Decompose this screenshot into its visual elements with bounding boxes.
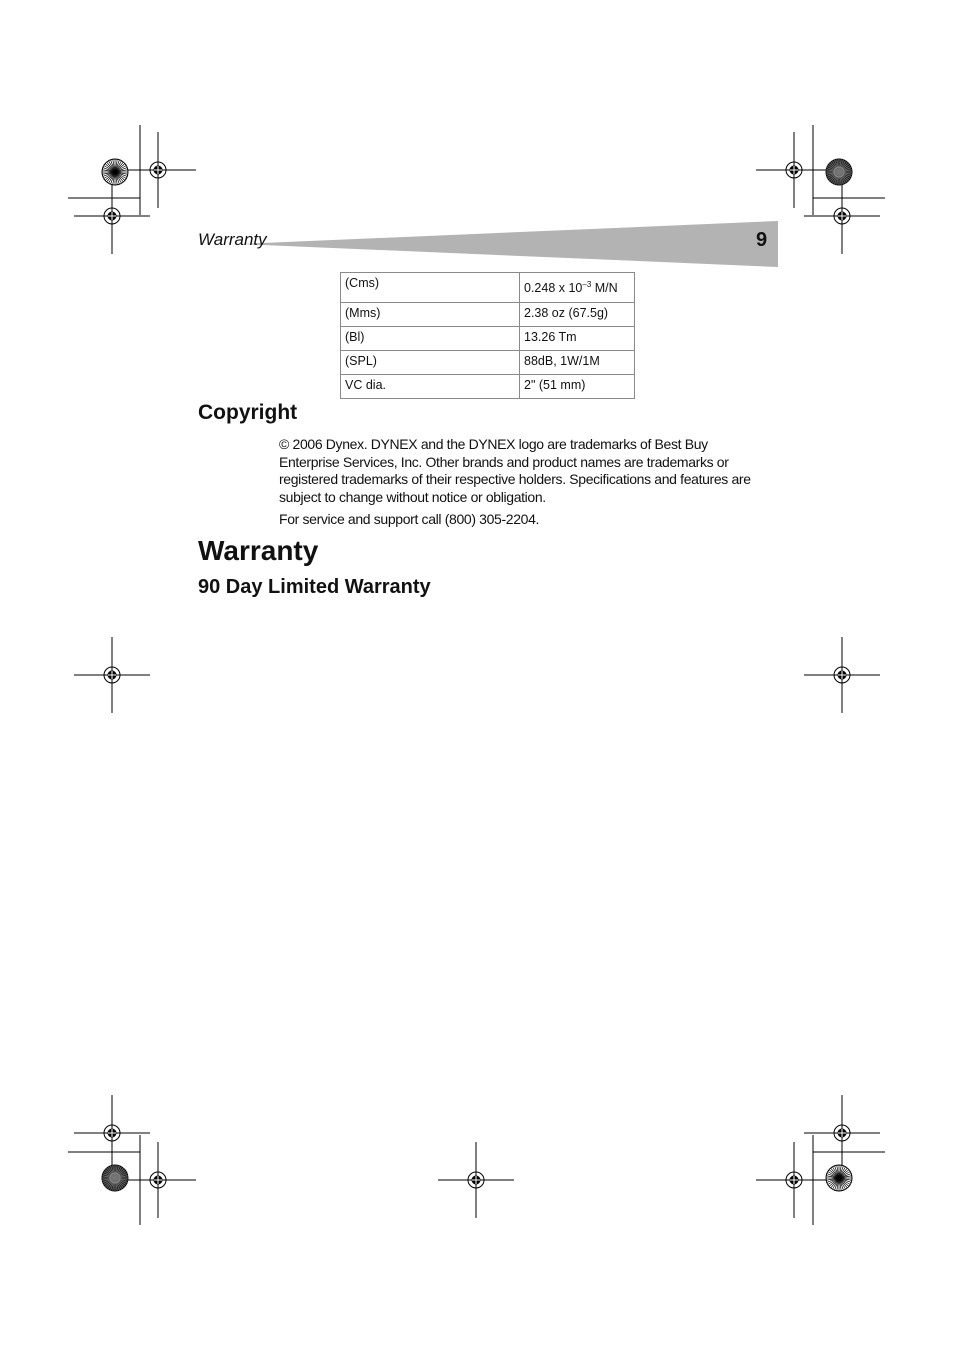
warranty-heading: Warranty (198, 535, 319, 566)
spec-value: 13.26 Tm (520, 327, 635, 351)
table-row (341, 273, 635, 303)
support-line: For service and support call (800) 305-2204. (279, 511, 540, 527)
spec-value-main: 0.248 x 10 (524, 281, 583, 295)
header-band (240, 220, 778, 268)
spec-label: VC dia. (341, 375, 520, 399)
table-row (341, 375, 635, 399)
spec-value: 88dB, 1W/1M (520, 351, 635, 375)
crosshair-mark (756, 132, 832, 208)
spec-label: (Cms) (341, 273, 520, 303)
page-number: 9 (756, 229, 768, 251)
spec-value (520, 273, 635, 303)
table-row (341, 351, 635, 375)
spec-value: 2" (51 mm) (520, 375, 635, 399)
crosshair-mark (804, 637, 880, 713)
crosshair-mark (74, 178, 150, 254)
crosshair-mark (74, 1095, 150, 1171)
table-row (341, 303, 635, 327)
starburst-target (102, 159, 128, 185)
limited-warranty-subheading: 90 Day Limited Warranty (198, 576, 431, 598)
header-band-shape (240, 221, 778, 267)
crosshair-mark (804, 1095, 880, 1171)
spec-value: 2.38 oz (67.5g) (520, 303, 635, 327)
spec-label: (Bl) (341, 327, 520, 351)
table-row (341, 327, 635, 351)
copyright-heading: Copyright (198, 401, 298, 424)
specs-table (340, 272, 635, 399)
crosshair-mark (120, 132, 196, 208)
starburst-target (826, 1165, 852, 1191)
spec-value-unit: M/N (591, 281, 618, 295)
crosshair-mark (804, 178, 880, 254)
crosshair-mark (74, 637, 150, 713)
spec-label: (SPL) (341, 351, 520, 375)
starburst-target (102, 1165, 128, 1191)
crosshair-mark (120, 1142, 196, 1218)
spec-value-exponent: –3 (582, 279, 592, 289)
copyright-paragraph: © 2006 Dynex. DYNEX and the DYNEX logo are trademarks of Best Buy Enterprise Services, Inc. Other brands and product names are trademarks or registered trademarks of their respective holders. Specifications and features are subject to change without notice or obligation. (279, 436, 751, 505)
crosshair-mark (438, 1142, 514, 1218)
crosshair-mark (756, 1142, 832, 1218)
starburst-target (826, 159, 852, 185)
header-section-title: Warranty (198, 230, 267, 249)
spec-label: (Mms) (341, 303, 520, 327)
